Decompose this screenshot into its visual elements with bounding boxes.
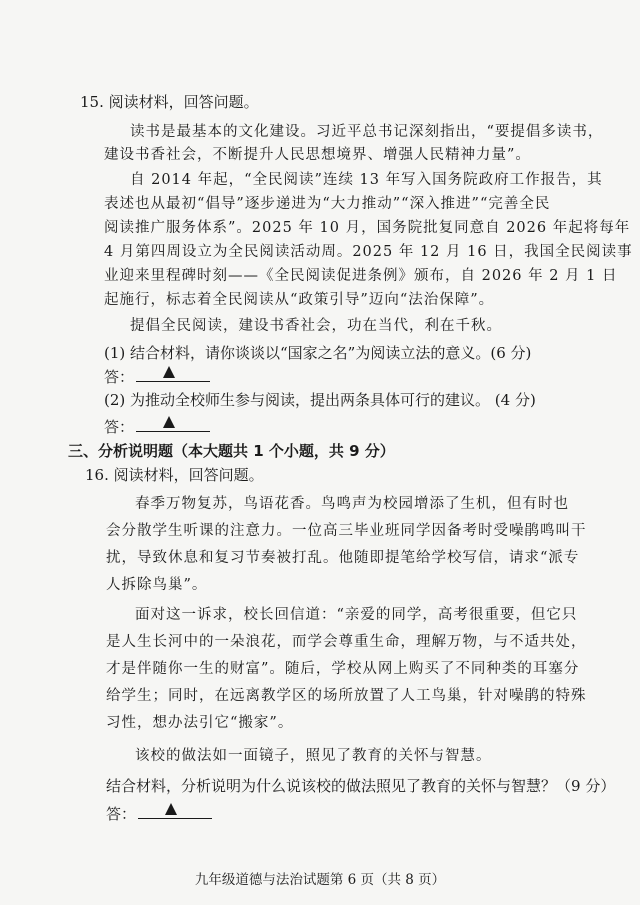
answer-blank[interactable]	[136, 367, 210, 382]
q15-sub1: (1) 结合材料，请你谈谈以“国家之名”为阅读立法的意义。(6 分)	[104, 344, 532, 362]
answer-label: 答：	[104, 418, 135, 436]
triangle-marker-icon	[163, 366, 175, 378]
triangle-marker-icon	[165, 803, 177, 815]
triangle-marker-icon	[163, 416, 175, 428]
q16-prompt: 结合材料，分析说明为什么说该校的做法照见了教育的关怀与智慧？（9 分）	[106, 777, 616, 795]
q15-p2-line5: 业迎来里程碑时刻——《全民阅读促进条例》颁布，自 2026 年 2 月 1 日	[104, 268, 618, 284]
q15-p1-line1: 读书是最基本的文化建设。习近平总书记深刻指出，“要提倡多读书，	[130, 124, 604, 140]
answer-blank[interactable]	[136, 417, 210, 432]
q15-sub2: (2) 为推动全校师生参与阅读，提出两条具体可行的建议。 (4 分)	[104, 391, 536, 409]
q15-p1-line2: 建设书香社会，不断提升人民思想境界、增强人民精神力量”。	[104, 147, 531, 163]
q16-answer-row	[106, 804, 212, 824]
q16-p1-line2: 会分散学生听课的注意力。一位高三毕业班同学因备考时受噪鹃鸣叫干	[106, 523, 587, 539]
q15-p2-line3: 阅读推广服务体系”。2025 年 10 月，国务院批复同意自 2026 年起将每年	[104, 220, 631, 236]
q16-p1-line4: 人拆除鸟巢”。	[106, 577, 208, 593]
q16-p2-line1: 面对这一诉求，校长回信道：“亲爱的同学，高考很重要，但它只	[135, 607, 578, 623]
q16-p2-line5: 习性，想办法引它“搬家”。	[106, 715, 294, 731]
q15-heading: 15. 阅读材料，回答问题。	[80, 93, 259, 111]
q16-p1-line3: 扰，导致休息和复习节奏被打乱。他随即提笔给学校写信，请求“派专	[106, 550, 580, 566]
q16-p1-line1: 春季万物复苏，鸟语花香。鸟鸣声为校园增添了生机，但有时也	[135, 496, 569, 512]
q15-answer1-row	[104, 367, 210, 387]
q16-p2-line2: 是人生长河中的一朵浪花，而学会尊重生命，理解万物，与不适共处，	[106, 634, 587, 650]
q15-answer2-row	[104, 417, 210, 437]
q16-p2-line4: 给学生；同时，在远离教学区的场所放置了人工鸟巢，针对噪鹃的特殊	[106, 688, 587, 704]
answer-label: 答：	[106, 805, 137, 823]
answer-blank[interactable]	[138, 804, 212, 819]
q15-p2-line1: 自 2014 年起，“全民阅读”连续 13 年写入国务院政府工作报告，其	[130, 172, 603, 188]
page-footer: 九年级道德与法治试题第 6 页（共 8 页）	[194, 872, 446, 888]
q15-p3: 提倡全民阅读，建设书香社会，功在当代，利在千秋。	[130, 318, 502, 334]
answer-label: 答：	[104, 368, 135, 386]
q15-p2-line2: 表述也从最初“倡导”逐步递进为“大力推动”“深入推进”“完善全民	[104, 196, 551, 212]
section-three-heading: 三、分析说明题（本大题共 1 个小题，共 9 分）	[68, 442, 395, 460]
q15-p2-line4: 4 月第四周设立为全民阅读活动周。2025 年 12 月 16 日，我国全民阅读事	[104, 244, 633, 260]
q16-p2-line3: 才是伴随你一生的财富”。随后，学校从网上购买了不同种类的耳塞分	[106, 661, 580, 677]
q16-heading: 16. 阅读材料，回答问题。	[85, 466, 264, 484]
q15-p2-line6: 起施行，标志着全民阅读从“政策引导”迈向“法治保障”。	[104, 292, 495, 308]
q16-p3: 该校的做法如一面镜子，照见了教育的关怀与智慧。	[135, 748, 492, 764]
